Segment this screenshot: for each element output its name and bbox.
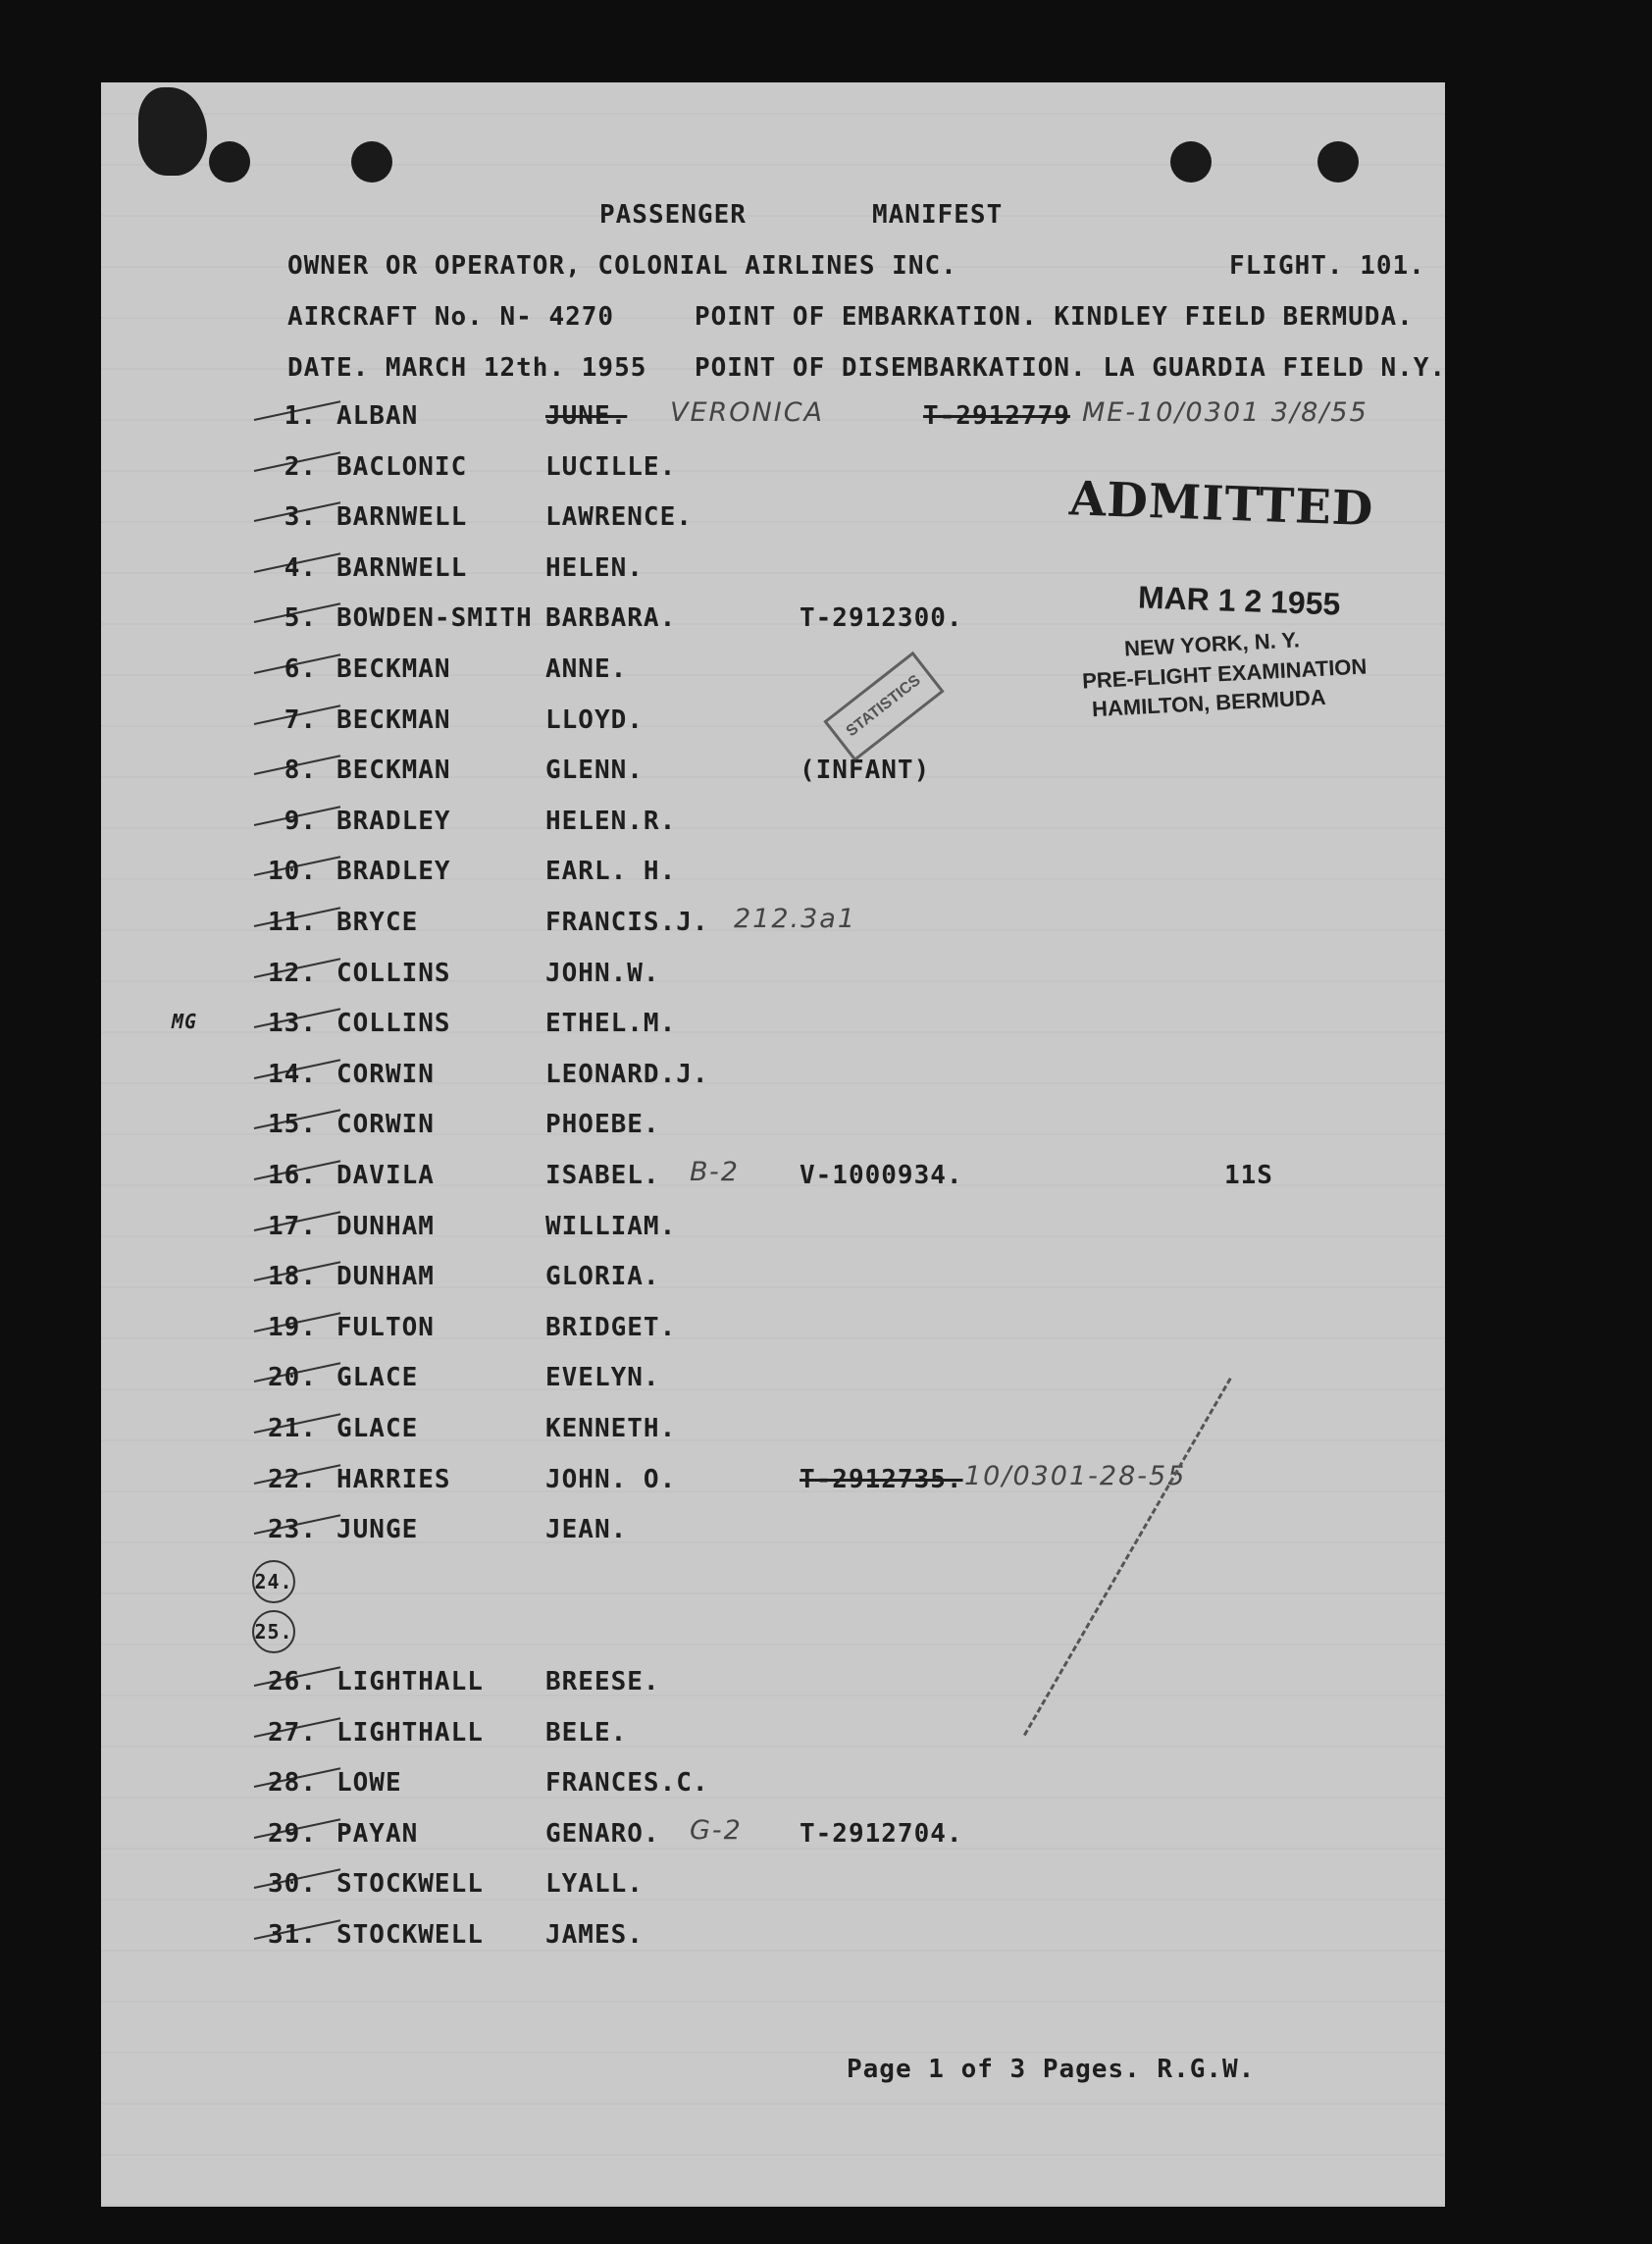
passenger-surname: BRYCE (336, 908, 419, 937)
passenger-given-name: JEAN. (545, 1515, 628, 1545)
table-row (101, 1667, 1445, 1718)
passenger-given-name: HELEN. (545, 552, 644, 583)
passenger-given-name: ETHEL.M. (545, 1009, 677, 1039)
table-row (101, 959, 1445, 1010)
table-row (101, 1414, 1445, 1465)
handwritten-note: 212.3a1 (734, 904, 857, 934)
handwritten-annotation: VERONICA (670, 397, 825, 428)
passenger-surname: BOWDEN-SMITH (336, 603, 533, 634)
passenger-number: 27. (268, 1717, 317, 1748)
passenger-extra-code: 11S (1224, 1161, 1273, 1190)
passenger-number: 13. (268, 1009, 317, 1039)
stamp-examination: PRE-FLIGHT EXAMINATION (1081, 653, 1368, 694)
passenger-surname: DUNHAM (336, 1211, 435, 1241)
table-row (101, 397, 1445, 452)
passenger-surname: PAYAN (336, 1818, 419, 1849)
passenger-given-name: LUCILLE. (545, 451, 677, 482)
passenger-number: 7. (284, 705, 317, 735)
table-row (101, 1718, 1445, 1769)
passenger-given-name: JUNE. (545, 401, 628, 431)
table-row (101, 1157, 1445, 1212)
passenger-number: 3. (284, 502, 317, 533)
passenger-given-name: GENARO. (545, 1818, 660, 1849)
passenger-given-name: BELE. (545, 1717, 628, 1748)
passenger-surname: HARRIES (336, 1464, 451, 1494)
passenger-number: 31. (268, 1920, 317, 1950)
passenger-surname: BRADLEY (336, 806, 451, 836)
passenger-given-name: BREESE. (545, 1667, 660, 1696)
table-row (101, 1460, 1445, 1516)
passenger-number: 25. (252, 1610, 295, 1653)
passenger-number: 10. (268, 857, 317, 887)
stamp-city: NEW YORK, N. Y. (1123, 627, 1301, 661)
passenger-number: 24. (252, 1560, 295, 1603)
passenger-surname: DUNHAM (336, 1262, 435, 1292)
passenger-given-name: LLOYD. (545, 705, 644, 735)
passenger-surname: STOCKWELL (336, 1920, 484, 1950)
passenger-given-name: BARBARA. (545, 603, 677, 634)
embarkation-line: POINT OF EMBARKATION. KINDLEY FIELD BERMUDA. (695, 302, 1414, 332)
flight-number: FLIGHT. 101. (1229, 251, 1425, 281)
passenger-given-name: HELEN.R. (545, 806, 677, 836)
passenger-surname: JUNGE (336, 1515, 419, 1545)
handwritten-annotation: G-2 (690, 1814, 743, 1846)
table-row (101, 1009, 1445, 1060)
passenger-number: 29. (268, 1818, 317, 1849)
table-row (101, 1060, 1445, 1111)
passenger-number: 1. (284, 401, 317, 431)
table-row (101, 1616, 1445, 1667)
table-row (101, 1920, 1445, 1971)
passenger-given-name: BRIDGET. (545, 1312, 677, 1342)
passenger-surname: GLACE (336, 1363, 419, 1393)
passenger-given-name: LAWRENCE. (545, 502, 693, 533)
passenger-surname: ALBAN (336, 401, 419, 431)
statistics-stamp: STATISTICS (823, 652, 944, 761)
passenger-number: 30. (268, 1869, 317, 1900)
page-footer: Page 1 of 3 Pages. R.G.W. (847, 2055, 1256, 2084)
date-line: DATE. MARCH 12th. 1955 (287, 353, 647, 383)
passenger-given-name: PHOEBE. (545, 1110, 660, 1140)
table-row (101, 1566, 1445, 1617)
passenger-given-name: JOHN. O. (545, 1464, 677, 1494)
passenger-number: 16. (268, 1161, 317, 1190)
ink-smudge (138, 87, 207, 176)
table-row (101, 1363, 1445, 1414)
owner-line: OWNER OR OPERATOR, COLONIAL AIRLINES INC. (287, 251, 957, 281)
passenger-number: 22. (268, 1464, 317, 1494)
passenger-number: 17. (268, 1211, 317, 1241)
passenger-number: 6. (284, 654, 317, 684)
passenger-note: T-2912704. (800, 1818, 963, 1849)
margin-mark: MG (172, 1010, 198, 1033)
passenger-surname: BARNWELL (336, 552, 468, 583)
table-row (101, 1313, 1445, 1364)
passenger-given-name: JOHN.W. (545, 958, 660, 988)
passenger-surname: BARNWELL (336, 502, 468, 533)
passenger-given-name: LYALL. (545, 1869, 644, 1900)
table-row (101, 1814, 1445, 1870)
passenger-given-name: EVELYN. (545, 1363, 660, 1393)
stamp-location: HAMILTON, BERMUDA (1091, 684, 1327, 722)
passenger-surname: CORWIN (336, 1059, 435, 1089)
passenger-given-name: WILLIAM. (545, 1211, 677, 1241)
passenger-surname: COLLINS (336, 958, 451, 988)
passenger-surname: GLACE (336, 1414, 419, 1443)
passenger-surname: CORWIN (336, 1110, 435, 1140)
passenger-number: 12. (268, 958, 317, 988)
passenger-surname: LIGHTHALL (336, 1667, 484, 1696)
passenger-number: 4. (284, 552, 317, 583)
passenger-given-name: EARL. H. (545, 857, 677, 887)
passenger-surname: STOCKWELL (336, 1869, 484, 1900)
table-row (101, 904, 1445, 959)
passenger-surname: FULTON (336, 1312, 435, 1342)
aircraft-line: AIRCRAFT No. N- 4270 (287, 302, 615, 332)
handwritten-note: 10/0301-28-55 (964, 1460, 1187, 1491)
passenger-note: T-2912779 (923, 401, 1070, 431)
passenger-given-name: FRANCES.C. (545, 1768, 709, 1799)
passenger-given-name: FRANCIS.J. (545, 908, 709, 937)
passenger-given-name: ISABEL. (545, 1161, 660, 1190)
passenger-number: 8. (284, 756, 317, 786)
passenger-given-name: ANNE. (545, 654, 628, 684)
passenger-surname: BRADLEY (336, 857, 451, 887)
table-row (101, 857, 1445, 908)
passenger-number: 2. (284, 451, 317, 482)
passenger-number: 23. (268, 1515, 317, 1545)
passenger-number: 26. (268, 1667, 317, 1696)
table-row (101, 1262, 1445, 1313)
table-row (101, 756, 1445, 807)
title-passenger: PASSENGER (599, 200, 747, 230)
passenger-note: (INFANT) (800, 756, 931, 786)
handwritten-annotation: B-2 (690, 1157, 740, 1187)
passenger-given-name: KENNETH. (545, 1414, 677, 1443)
table-row (101, 1515, 1445, 1566)
passenger-number: 28. (268, 1768, 317, 1799)
passenger-note: T-2912735. (800, 1464, 963, 1494)
punch-hole-right-1 (1170, 141, 1212, 183)
passenger-surname: BECKMAN (336, 705, 451, 735)
passenger-number: 20. (268, 1363, 317, 1393)
passenger-given-name: GLENN. (545, 756, 644, 786)
disembarkation-line: POINT OF DISEMBARKATION. LA GUARDIA FIELD N.Y. (695, 353, 1447, 383)
passenger-surname: BACLONIC (336, 451, 468, 482)
punch-hole-right-2 (1317, 141, 1359, 183)
title-manifest: MANIFEST (872, 200, 1004, 230)
punch-hole-left-2 (351, 141, 392, 183)
passenger-surname: LOWE (336, 1768, 402, 1799)
passenger-number: 14. (268, 1059, 317, 1089)
passenger-surname: LIGHTHALL (336, 1717, 484, 1748)
passenger-number: 18. (268, 1262, 317, 1292)
manifest-page (101, 82, 1445, 2207)
table-row (101, 1110, 1445, 1161)
stamp-date: MAR 1 2 1955 (1137, 579, 1341, 622)
passenger-number: 19. (268, 1312, 317, 1342)
passenger-given-name: GLORIA. (545, 1262, 660, 1292)
table-row (101, 1768, 1445, 1819)
passenger-surname: BECKMAN (336, 756, 451, 786)
passenger-surname: BECKMAN (336, 654, 451, 684)
table-row (101, 807, 1445, 858)
passenger-note: V-1000934. (800, 1161, 963, 1190)
passenger-note: T-2912300. (800, 603, 963, 634)
handwritten-note: ME-10/0301 3/8/55 (1082, 397, 1368, 428)
passenger-given-name: LEONARD.J. (545, 1059, 709, 1089)
admitted-stamp: ADMITTED (1068, 471, 1375, 538)
table-row (101, 1869, 1445, 1920)
passenger-number: 11. (268, 908, 317, 937)
passenger-given-name: JAMES. (545, 1920, 644, 1950)
passenger-number: 15. (268, 1110, 317, 1140)
punch-hole-left (209, 141, 250, 183)
passenger-number: 9. (284, 806, 317, 836)
passenger-number: 5. (284, 603, 317, 634)
passenger-number: 21. (268, 1414, 317, 1443)
table-row (101, 1212, 1445, 1263)
passenger-surname: COLLINS (336, 1009, 451, 1039)
passenger-surname: DAVILA (336, 1161, 435, 1190)
